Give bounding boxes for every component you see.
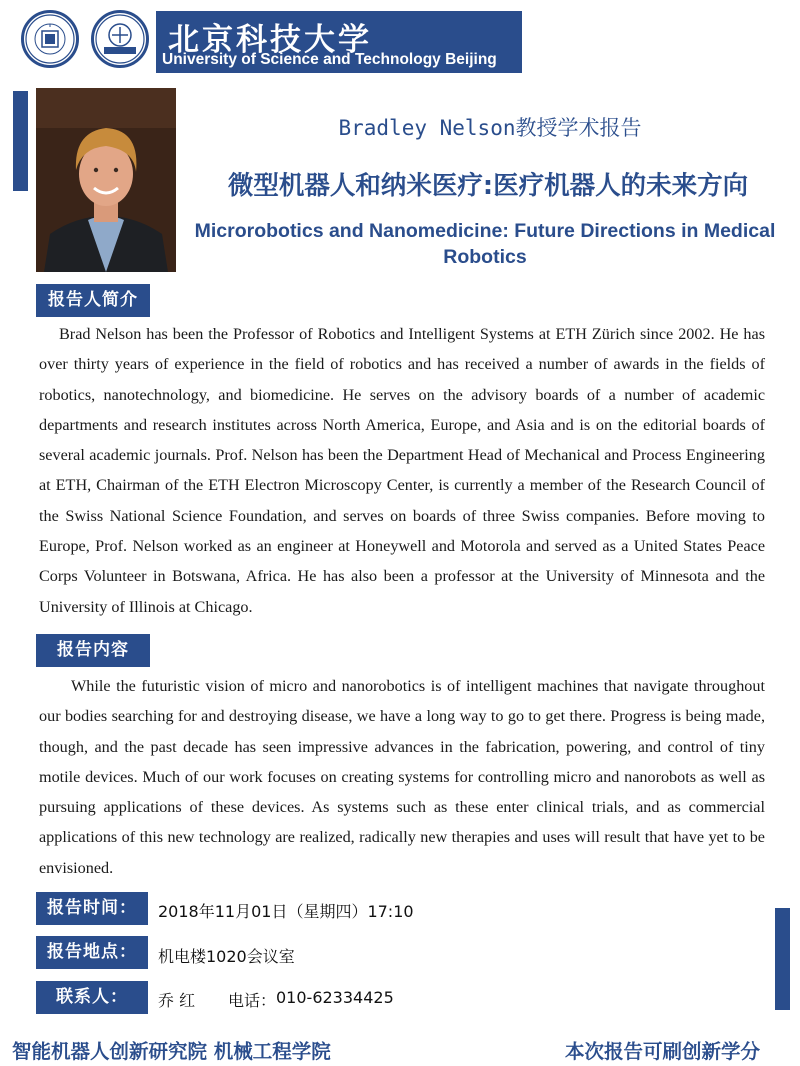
speaker-photo	[36, 88, 176, 272]
decorative-bar-right	[775, 908, 790, 1010]
location-value: 机电楼1020会议室	[158, 947, 295, 966]
talk-title-cn: 微型机器人和纳米医疗:医疗机器人的未来方向	[227, 171, 749, 201]
time-value: 2018年11月01日（星期四）17:10	[158, 902, 414, 921]
speaker-bio	[39, 319, 765, 622]
contact-name: 乔 红	[158, 991, 196, 1010]
university-name-cn: 北京科技大学	[168, 22, 372, 58]
organizers: 智能机器人创新研究院 机械工程学院	[12, 1040, 331, 1063]
talk-content-label: 报告内容	[36, 634, 150, 667]
university-banner	[156, 11, 522, 73]
university-name-en: University of Science and Technology Beijing	[162, 51, 497, 68]
location-label: 报告地点：	[36, 936, 148, 969]
school-logo	[91, 10, 149, 68]
phone-label: 电话：	[228, 991, 277, 1010]
talk-title: Bradley Nelson教授学术报告	[338, 116, 642, 140]
talk-abstract-text: While the futuristic vision of micro and nanorobotics is of intelligent machines that navigate throughout our bodies searching for and destroying disease, we have a long way to go to get there. Progress is being made, though, and the past decade has seen impressive advances in the fabrication, powering, and control of tiny motile devices. Much of our work focuses on creating systems for controlling micro and nanorobots as well as pursuing applications of these devices. As systems such as these enter clinical trials, and as commercial applications of this new technology are realized, radically new therapies and uses will result that have yet to be envisioned.	[39, 677, 765, 877]
university-logo	[21, 10, 79, 68]
talk-title-en: Microrobotics and Nanomedicine: Future Directions in Medical Robotics	[194, 220, 776, 268]
time-label: 报告时间：	[36, 892, 148, 925]
contact-label: 联系人：	[36, 981, 148, 1014]
talk-abstract	[39, 671, 765, 883]
decorative-bar-left	[13, 91, 28, 191]
phone-value: 010-62334425	[276, 988, 394, 1007]
speaker-bio-label: 报告人简介	[36, 284, 150, 317]
speaker-bio-text: Brad Nelson has been the Professor of Robotics and Intelligent Systems at ETH Zürich since 2002. He has over thirty years of experience in the field of robotics and has received a number of awards in the fields of robotics, nanotechnology, and biomedicine. He serves on the advisory boards of a number of academic departments and research institutes across North America, Europe, and Asia and is on the editorial boards of several academic journals. Prof. Nelson has been the Department Head of Mechanical and Process Engineering at ETH, Chairman of the ETH Electron Microscopy Center, is currently a member of the Research Council of the Swiss National Science Foundation, and serves on boards of three Swiss companies. Before moving to Europe, Prof. Nelson worked as an engineer at Honeywell and Motorola and served as a United States Peace Corps Volunteer in Botswana, Africa. He has also been a professor at the University of Minnesota and the University of Illinois at Chicago.	[39, 325, 765, 616]
credit-note: 本次报告可刷创新学分	[565, 1040, 761, 1063]
